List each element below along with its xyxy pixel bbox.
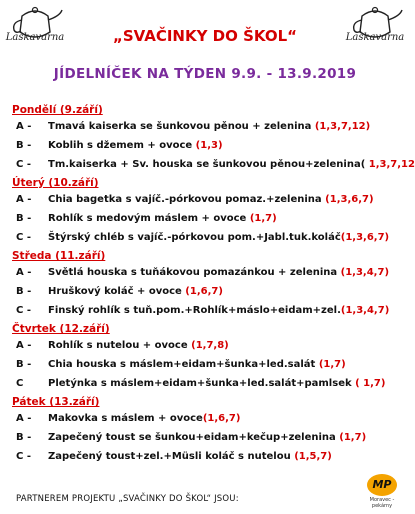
item-text: Zapečený toust+zel.+Müsli koláč s nutelou [48, 451, 295, 462]
item-text-wrap [48, 409, 240, 428]
item-text-wrap [48, 355, 346, 374]
item-text: Tmavá kaiserka se šunkovou pěnou + zelenina [48, 121, 315, 132]
item-letter: A - [16, 267, 32, 278]
item-allergens: (1,7) [249, 213, 277, 224]
item-allergens: (1,3,4,7) [340, 267, 390, 278]
item-letter: C - [16, 159, 31, 170]
menu-item [12, 282, 410, 301]
item-letter: B - [16, 359, 32, 370]
menu-item [12, 136, 410, 155]
item-letter: C - [16, 232, 31, 243]
menu-item [12, 447, 410, 466]
logo-text: Laskavarna [5, 32, 65, 43]
menu-item [12, 428, 410, 447]
day-heading: Úterý (10.září) [12, 177, 99, 189]
item-text: Rohlík s medovým máslem + ovoce [48, 213, 250, 224]
menu-item [12, 301, 410, 320]
item-allergens: (1,3,6,7) [340, 232, 390, 243]
item-text-wrap [48, 282, 223, 301]
item-text: Rohlík s nutelou + ovoce [48, 340, 192, 351]
item-allergens: (1,5,7) [294, 451, 332, 462]
item-allergens: 1,3,7,12 [368, 159, 415, 170]
item-text: Makovka s máslem + ovoce [48, 413, 203, 424]
partner-logo-mark: MP [367, 474, 397, 496]
menu-item [12, 263, 410, 282]
item-text: Koblih s džemem + ovoce [48, 140, 196, 151]
item-text: Štýrský chléb s vajíč.-pórkovou pom.+Jabl.tuk.koláč [48, 232, 341, 243]
logo-text: Laskavarna [345, 32, 405, 43]
item-letter: A - [16, 413, 32, 424]
menu-subtitle: JÍDELNÍČEK NA TÝDEN 9.9. - 13.9.2019 [53, 66, 357, 82]
item-text-wrap [48, 428, 366, 447]
item-text-wrap [48, 117, 370, 136]
item-allergens: ( 1,7) [355, 378, 386, 389]
item-text-wrap [48, 209, 277, 228]
item-letter: B - [16, 140, 32, 151]
item-letter: B - [16, 213, 32, 224]
item-text-wrap [48, 301, 389, 320]
day-heading: Pátek (13.září) [12, 396, 100, 408]
item-allergens: (1,3,6,7) [325, 194, 374, 205]
menu-item [12, 374, 410, 393]
menu-item [12, 190, 410, 209]
page-title: „SVAČINKY DO ŠKOL“ [112, 27, 298, 45]
item-text-wrap [48, 190, 374, 209]
item-text-wrap [48, 228, 389, 247]
item-letter: B - [16, 286, 32, 297]
item-text-wrap [48, 336, 229, 355]
day-heading: Středa (11.září) [12, 250, 106, 262]
item-letter: A - [16, 194, 32, 205]
item-text-wrap [48, 374, 385, 393]
item-allergens: (1,7) [318, 359, 346, 370]
item-allergens: (1,3) [195, 140, 223, 151]
partners-footer: PARTNEREM PROJEKTU „SVAČINKY DO ŠKOL“ JSOU: [16, 494, 239, 504]
item-text-wrap [48, 263, 389, 282]
item-text-wrap [48, 155, 415, 174]
partner-logo-caption: Moravec - pekárny [369, 497, 395, 509]
item-text: Hruškový koláč + ovoce [48, 286, 186, 297]
partner-logo [362, 474, 402, 514]
item-text: Pletýnka s máslem+eidam+šunka+led.salát+pamlsek [48, 378, 356, 389]
item-letter: B - [16, 432, 32, 443]
item-text: Finský rohlík s tuň.pom.+Rohlík+máslo+eidam+zel. [48, 305, 341, 316]
item-text: Tm.kaiserka + Sv. houska se šunkovou pěnou+zelenina( [48, 159, 369, 170]
item-letter: C - [16, 451, 31, 462]
menu-item [12, 409, 410, 428]
menu-item [12, 355, 410, 374]
item-text: Chia houska s máslem+eidam+šunka+led.salát [48, 359, 319, 370]
menu-item [12, 117, 410, 136]
menu-item [12, 155, 415, 174]
item-letter: C [16, 378, 24, 389]
item-allergens: (1,6,7) [202, 413, 241, 424]
menu-item [12, 336, 410, 355]
item-letter: C - [16, 305, 31, 316]
item-allergens: (1,3,4,7) [340, 305, 390, 316]
item-letter: A - [16, 340, 32, 351]
item-allergens: (1,7,8) [191, 340, 229, 351]
item-letter: A - [16, 121, 32, 132]
menu-item [12, 209, 410, 228]
item-text-wrap [48, 447, 332, 466]
item-text-wrap [48, 136, 223, 155]
item-allergens: (1,7) [339, 432, 367, 443]
item-allergens: (1,3,7,12) [314, 121, 371, 132]
menu-item [12, 228, 410, 247]
item-text: Zapečený toust se šunkou+eidam+kečup+zelenina [48, 432, 340, 443]
day-heading: Pondělí (9.září) [12, 104, 103, 116]
weekly-menu [12, 101, 415, 466]
item-allergens: (1,6,7) [185, 286, 223, 297]
day-heading: Čtvrtek (12.září) [12, 323, 110, 335]
item-text: Světlá houska s tuňákovou pomazánkou + zelenina [48, 267, 341, 278]
item-text: Chia bagetka s vajíč.-pórkovou pomaz.+zelenina [48, 194, 326, 205]
